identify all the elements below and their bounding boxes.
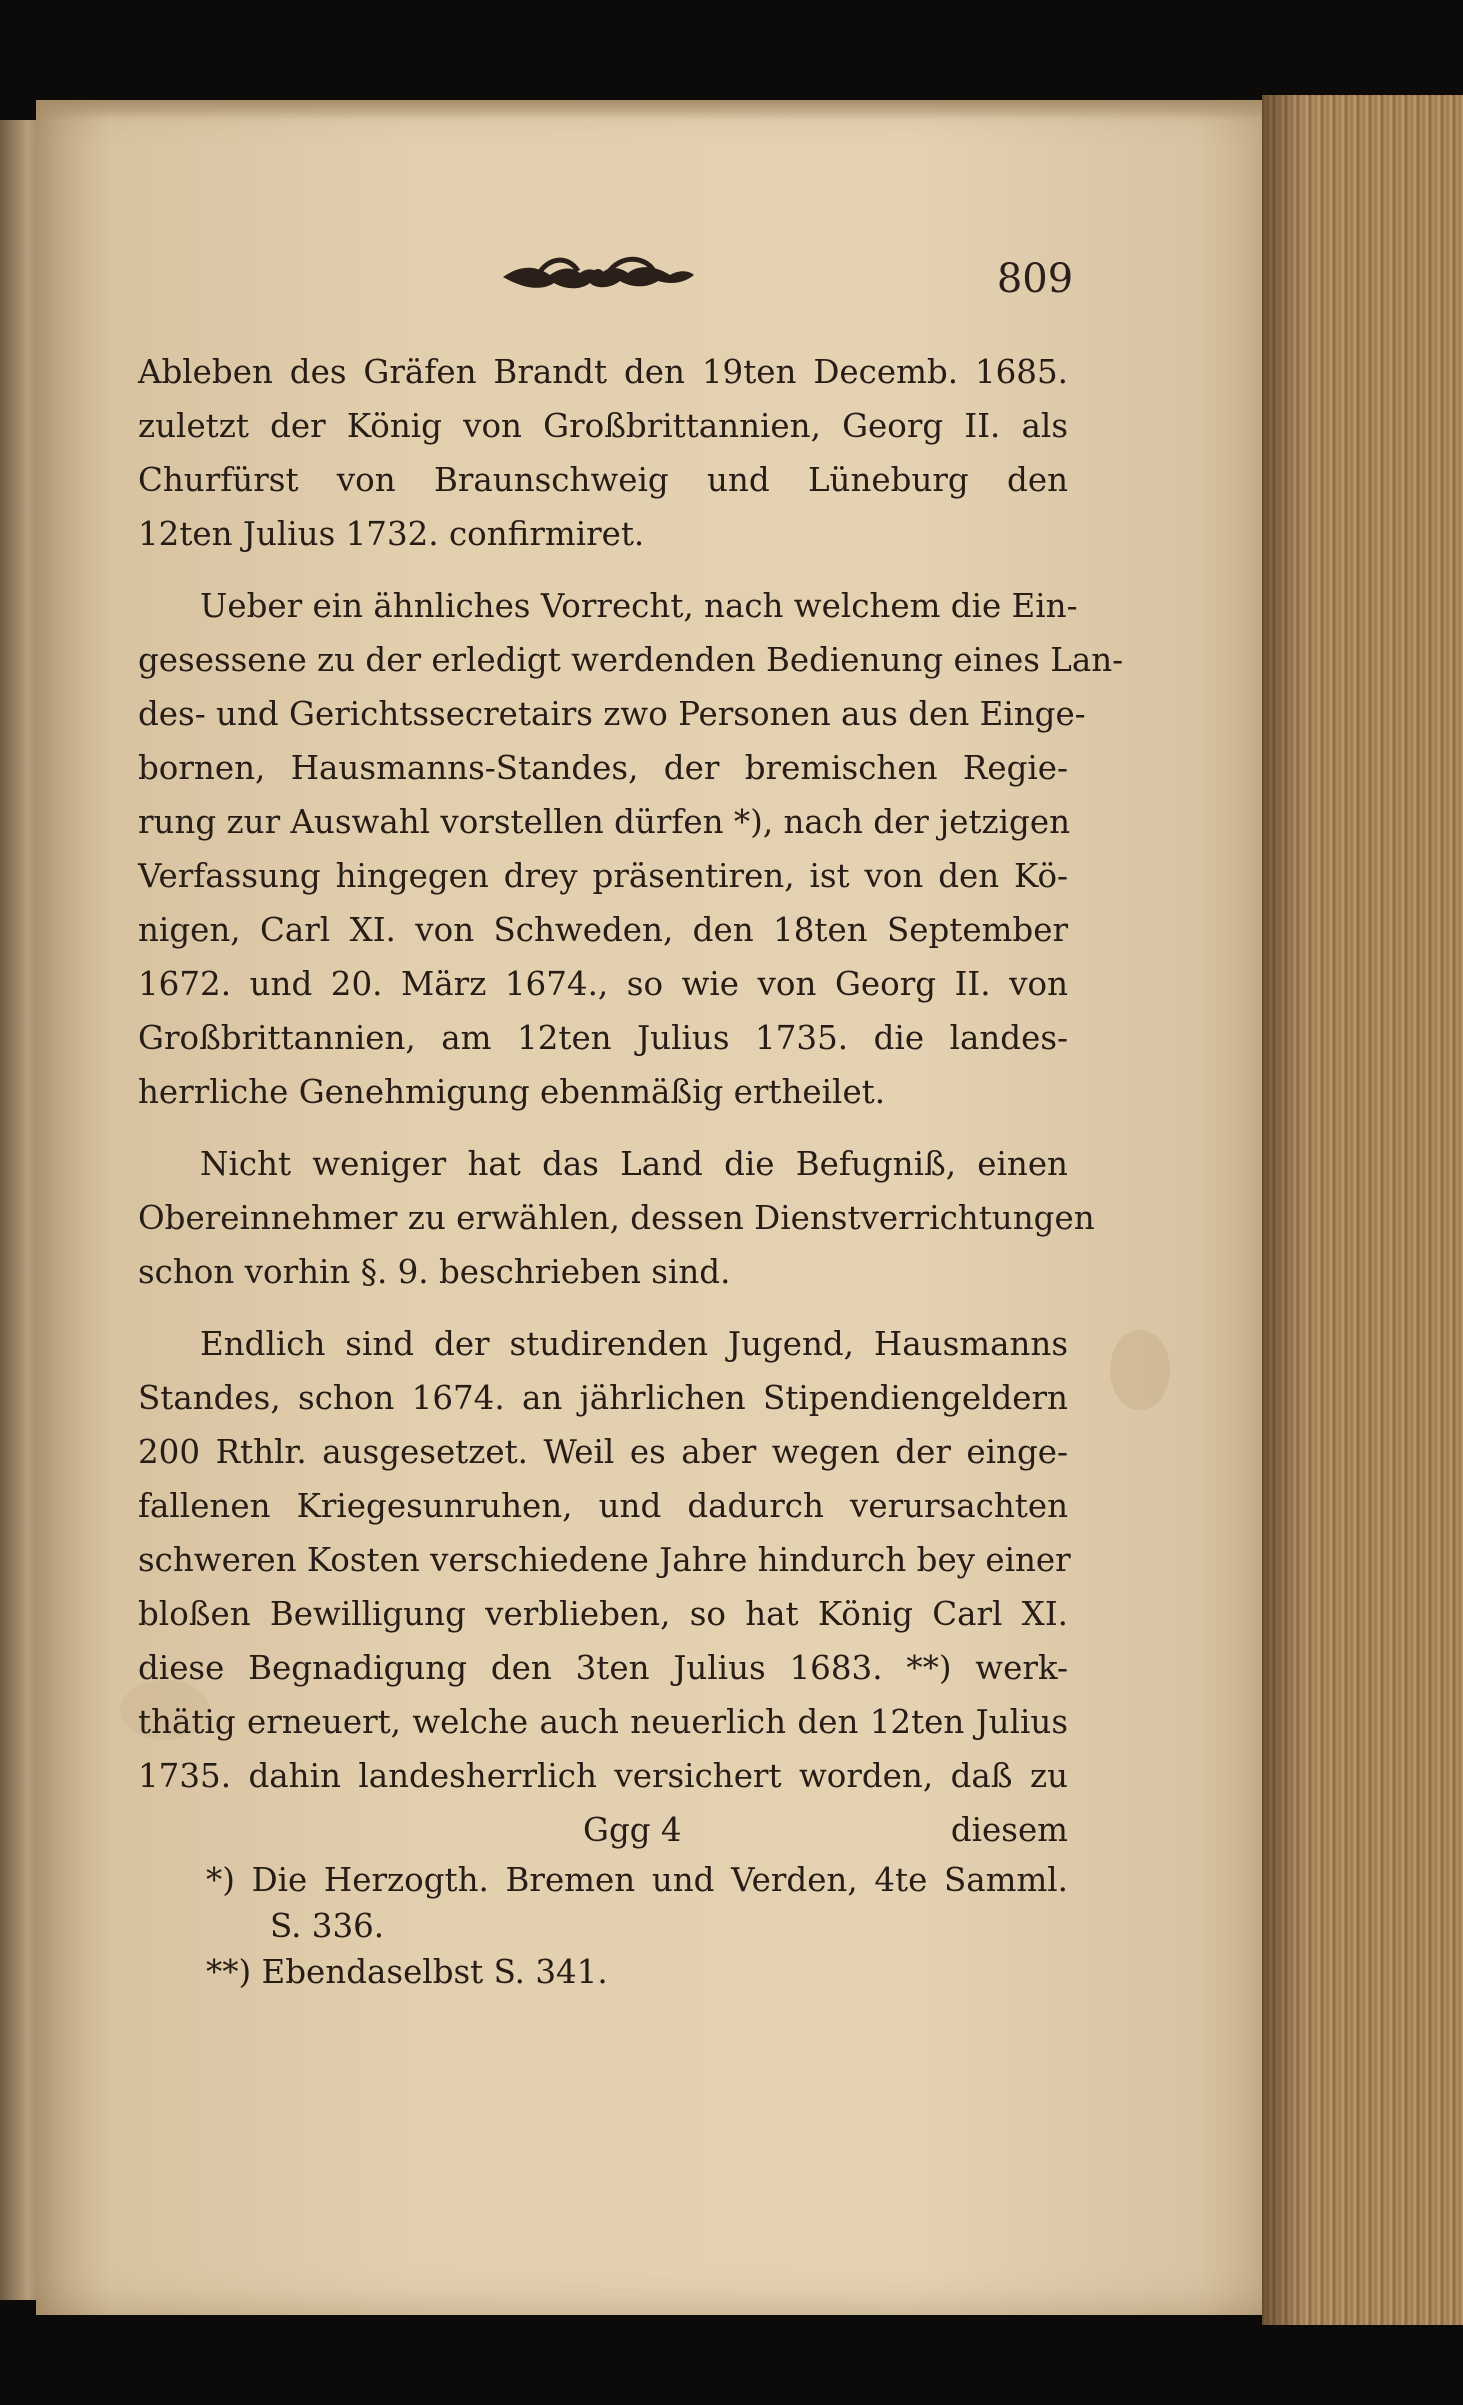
signature-row — [138, 1803, 1068, 1857]
text-line: Großbrittannien, am 12ten Julius 1735. die landes- — [138, 1019, 1068, 1057]
footnote-1: *) Die Herzogth. Bremen und Verden, 4te Samml. — [206, 1861, 1068, 1899]
text-line: herrliche Genehmigung ebenmäßig ertheilet. — [138, 1073, 886, 1111]
text-line: gesessene zu der erledigt werdenden Bedienung eines Lan- — [138, 641, 1124, 679]
text-line: Ableben des Gräfen Brandt den 19ten Decemb. 1685. — [138, 353, 1068, 391]
text-line: fallenen Kriegesunruhen, und dadurch verursachten — [138, 1487, 1068, 1525]
text-line: schweren Kosten verschiedene Jahre hindurch bey einer — [138, 1541, 1071, 1579]
text-line: 1672. und 20. März 1674., so wie von Georg II. von — [138, 965, 1068, 1003]
text-line: Churfürst von Braunschweig und Lüneburg den — [138, 461, 1068, 499]
ornament-vignette-icon — [498, 245, 698, 305]
text-line: Endlich sind der studirenden Jugend, Hausmanns — [200, 1325, 1068, 1363]
text-line: Obereinnehmer zu erwählen, dessen Dienstverrichtungen — [138, 1199, 1095, 1237]
text-line: 12ten Julius 1732. confirmiret. — [138, 515, 645, 553]
footnote-2: **) Ebendaselbst S. 341. — [206, 1953, 608, 1991]
text-line: rung zur Auswahl vorstellen dürfen *), nach der jetzigen — [138, 803, 1071, 841]
text-line: des- und Gerichtssecretairs zwo Personen aus den Einge- — [138, 695, 1086, 733]
signature-mark: Ggg 4 — [583, 1811, 682, 1849]
fore-edge-shadow — [1262, 95, 1302, 2325]
page-number: 809 — [996, 256, 1074, 302]
text-line: Ueber ein ähnliches Vorrecht, nach welchem die Ein- — [200, 587, 1078, 625]
text-line: Nicht weniger hat das Land die Befugniß, einen — [200, 1145, 1068, 1183]
text-line: nigen, Carl XI. von Schweden, den 18ten September — [138, 911, 1068, 949]
text-line: Verfassung hingegen drey präsentiren, ist von den Kö- — [138, 857, 1068, 895]
text-line: bornen, Hausmanns-Standes, der bremischen Regie- — [138, 749, 1068, 787]
text-line: bloßen Bewilligung verblieben, so hat König Carl XI. — [138, 1595, 1068, 1633]
body-text — [138, 345, 1124, 1995]
paper-stain — [1110, 1330, 1170, 1410]
footnote-1-continued: S. 336. — [270, 1907, 385, 1945]
text-line: schon vorhin §. 9. beschrieben sind. — [138, 1253, 731, 1291]
page-top-shadow — [36, 100, 1286, 120]
text-line: thätig erneuert, welche auch neuerlich den 12ten Julius — [138, 1703, 1068, 1741]
text-line: zuletzt der König von Großbrittannien, Georg II. als — [138, 407, 1068, 445]
text-line: 1735. dahin landesherrlich versichert worden, daß zu — [138, 1757, 1068, 1795]
text-line: diese Begnadigung den 3ten Julius 1683. **) werk- — [138, 1649, 1068, 1687]
text-line: 200 Rthlr. ausgesetzet. Weil es aber wegen der einge- — [138, 1433, 1068, 1471]
catchword: diesem — [950, 1811, 1068, 1849]
running-header — [0, 245, 1463, 315]
text-line: Standes, schon 1674. an jährlichen Stipendiengeldern — [138, 1379, 1068, 1417]
